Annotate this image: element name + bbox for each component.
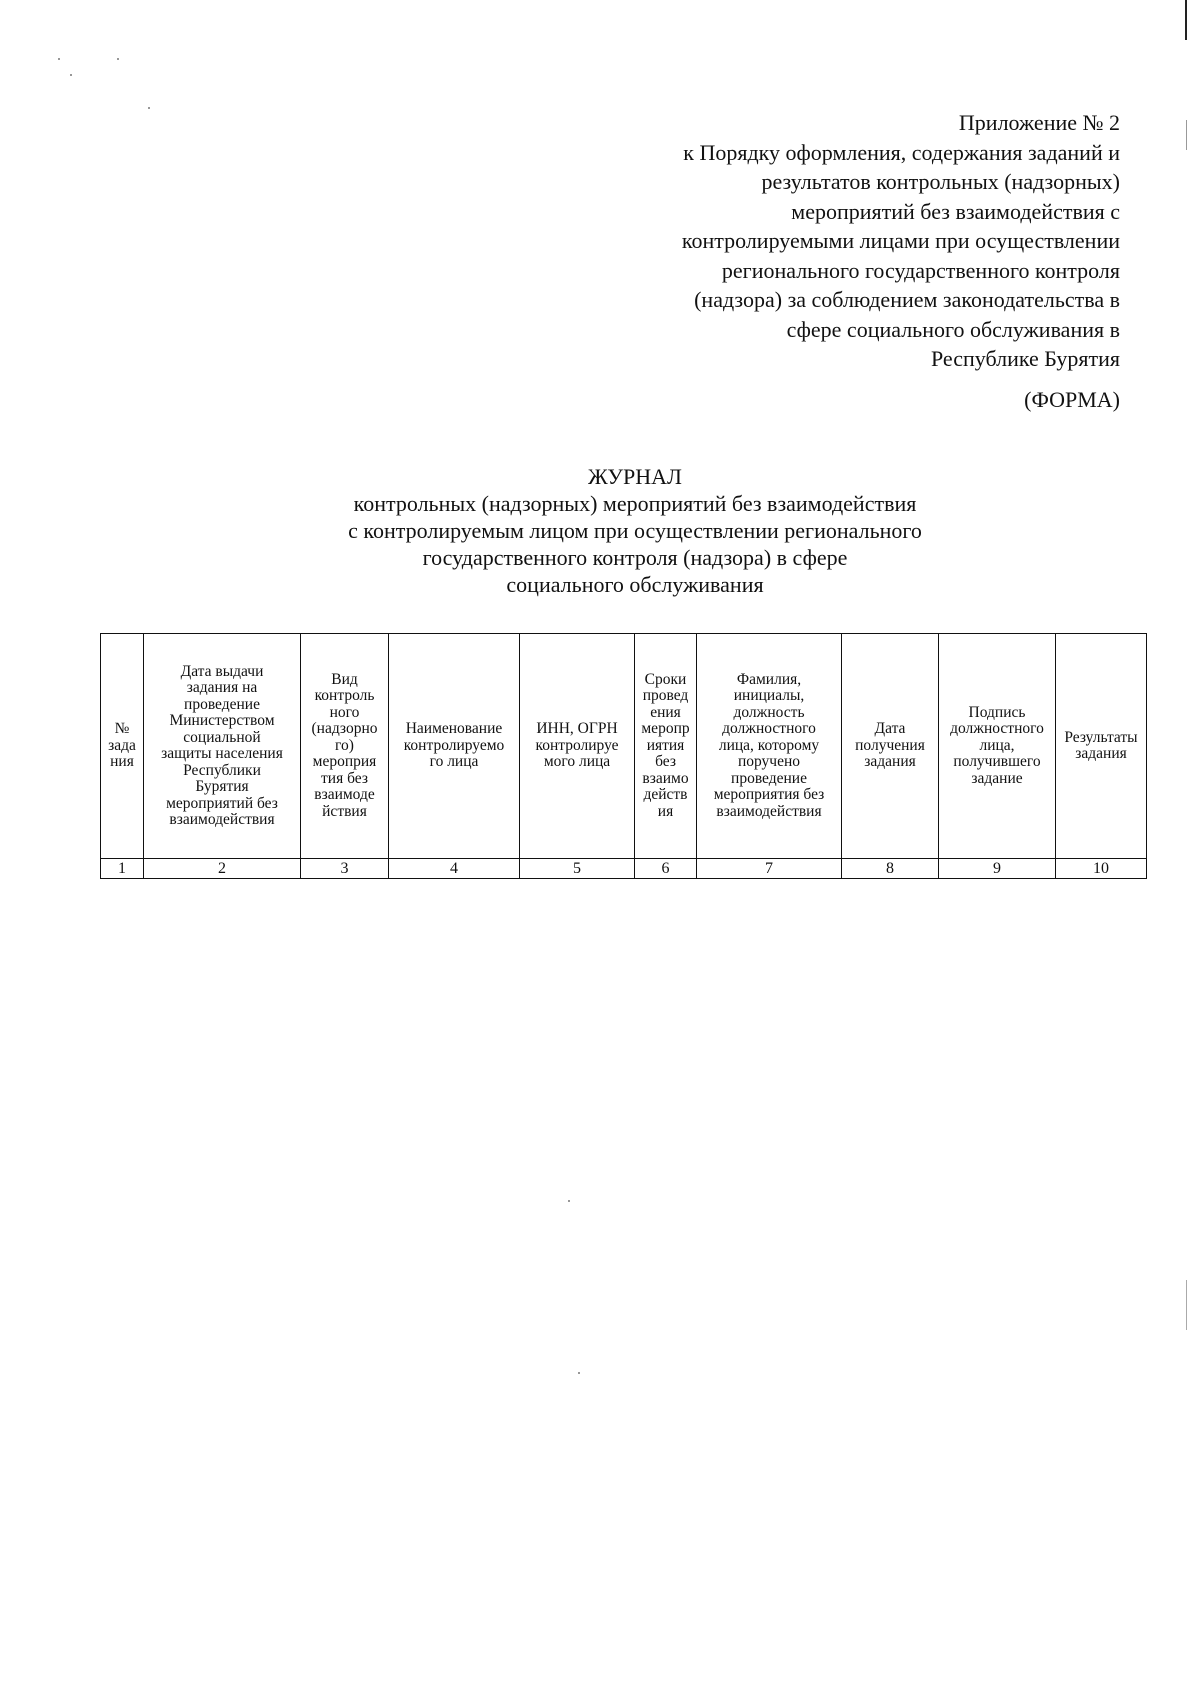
header-cell-task-number: № зада ния [101, 634, 144, 859]
appendix-line: контролируемыми лицами при осуществлении [681, 228, 1120, 253]
column-number-cell: 2 [144, 859, 301, 879]
title-heading: ЖУРНАЛ [588, 464, 682, 489]
scan-speck [578, 1372, 580, 1374]
column-number-cell: 10 [1056, 859, 1147, 879]
appendix-line: результатов контрольных (надзорных) [761, 169, 1120, 194]
table-number-row [101, 859, 1147, 879]
scan-speck [58, 58, 60, 60]
column-number-cell: 5 [520, 859, 635, 879]
appendix-line: регионального государственного контроля [721, 257, 1120, 283]
header-cell-terms: Сроки провед ения меропр иятия без взаимо действ ия [635, 634, 697, 859]
form-label: (ФОРМА) [1024, 387, 1120, 412]
column-number-cell: 7 [697, 859, 842, 879]
scan-edge-line [1186, 120, 1187, 150]
title-line: контрольных (надзорных) мероприятий без взаимодействия [353, 491, 917, 516]
appendix-line: (надзора) за соблюдением законодательства в [694, 287, 1120, 312]
scan-edge-line [1185, 0, 1187, 40]
journal-table [100, 633, 1147, 879]
column-number-cell: 8 [842, 859, 939, 879]
column-number-cell: 9 [939, 859, 1056, 879]
journal-title [250, 463, 1020, 598]
appendix-line: к Порядку оформления, содержания заданий и [683, 139, 1120, 165]
header-cell-results: Результаты задания [1056, 634, 1147, 859]
appendix-line: мероприятий без взаимодействия с [791, 198, 1120, 224]
scan-speck [117, 58, 119, 60]
column-number-cell: 3 [301, 859, 389, 879]
appendix-line: Приложение № 2 [958, 110, 1120, 135]
scan-edge-line [1186, 1280, 1187, 1330]
column-number-cell: 4 [389, 859, 520, 879]
appendix-line: Республике Бурятия [930, 346, 1120, 371]
header-cell-control-type: Вид контроль ного (надзорно го) мероприя тия без взаимоде йствия [301, 634, 389, 859]
header-cell-issue-date: Дата выдачи задания на проведение Министерством социальной защиты населения Республики Бурятия мероприятий без взаимодействия [144, 634, 301, 859]
scan-speck [148, 107, 150, 109]
appendix-line: сфере социального обслуживания в [786, 316, 1120, 342]
header-cell-entity-name: Наименование контролируемо го лица [389, 634, 520, 859]
scan-speck [568, 1200, 570, 1202]
header-cell-signature: Подпись должностного лица, получившего задание [939, 634, 1056, 859]
title-line: с контролируемым лицом при осуществлении регионального [348, 518, 922, 543]
table-header-row [101, 634, 1147, 859]
column-number-cell: 6 [635, 859, 697, 879]
column-number-cell: 1 [101, 859, 144, 879]
scan-speck [70, 74, 72, 76]
appendix-header [600, 108, 1120, 374]
header-cell-official: Фамилия, инициалы, должность должностного лица, которому поручено проведение мероприятия без взаимодействия [697, 634, 842, 859]
title-line: государственного контроля (надзора) в сфере [422, 545, 848, 570]
header-cell-inn-ogrn: ИНН, ОГРН контролируе мого лица [520, 634, 635, 859]
header-cell-receipt-date: Дата получения задания [842, 634, 939, 859]
title-line: социального обслуживания [506, 572, 764, 597]
